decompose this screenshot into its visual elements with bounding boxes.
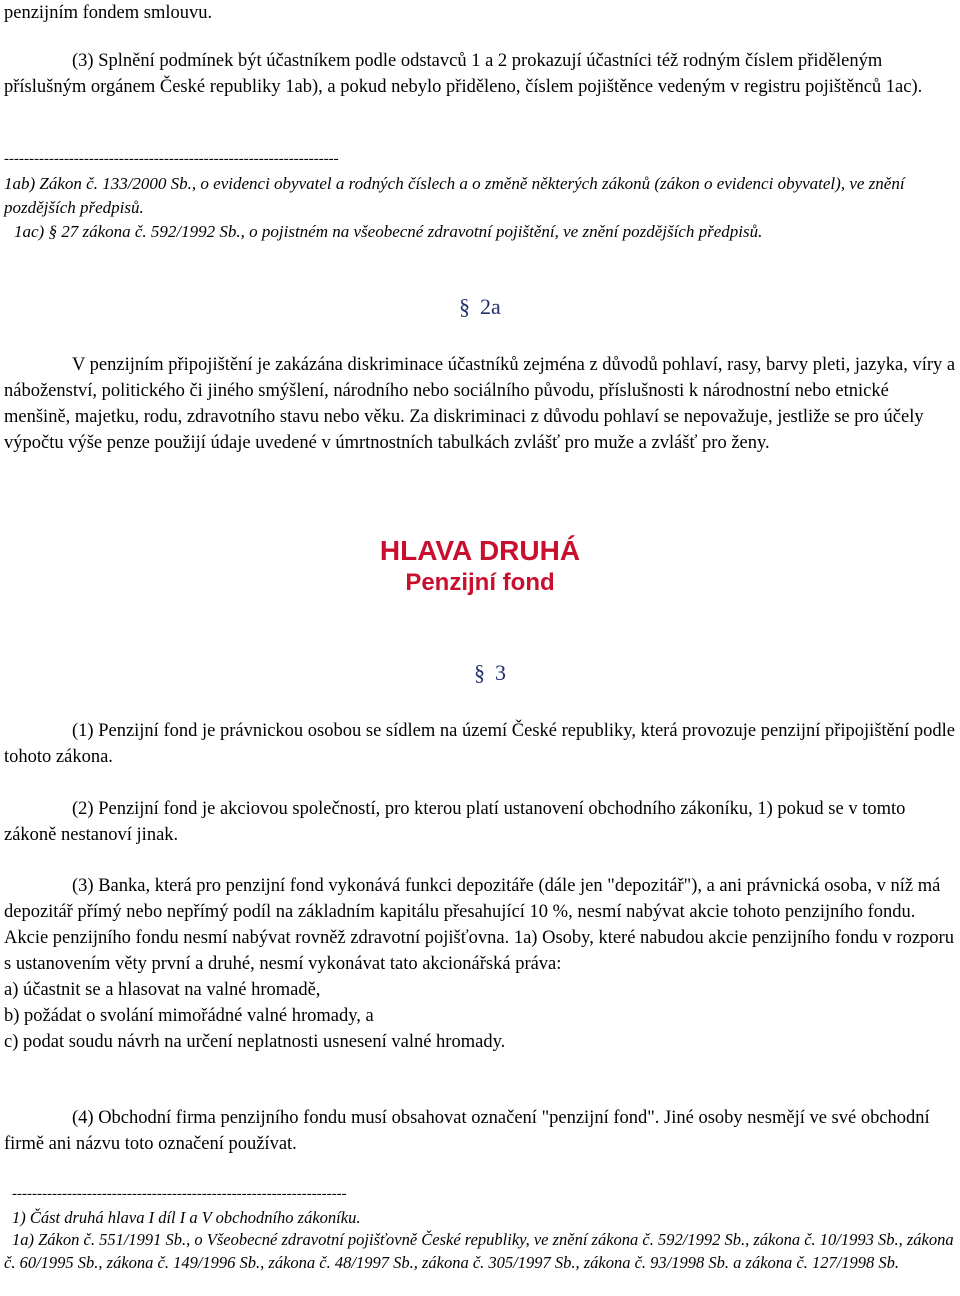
section-number: 3 [495,660,506,685]
paragraph-3-1: (1) Penzijní fond je právnickou osobou se sídlem na území České republiky, která provozuje penzijní připojištění podle tohoto zákona. [4,721,955,767]
section-2a-heading [459,294,501,320]
footnote-1a: 1a) Zákon č. 551/1991 Sb., o Všeobecné zdravotní pojišťovně České republiky, ve znění zákona č. 592/1992 Sb., zákona č. 10/1993 Sb., zákona č. 60/1995 Sb., zákona č. 149/1996 Sb., zákona č. 48/1997 Sb., zákona č. 305/1997 Sb., zákona č. 93/1998 Sb. a zákona č. 127/1998 Sb. [4,1230,954,1272]
footnote-1: 1) Část druhá hlava I díl I a V obchodního zákoníku. [12,1208,361,1227]
paragraph-3-4: (4) Obchodní firma penzijního fondu musí obsahovat označení "penzijní fond". Jiné osoby nesmějí ve své obchodní firmě ani názvu toto označení používat. [4,1108,930,1154]
section-number: 2a [480,294,501,319]
chapter-title: HLAVA DRUHÁ [379,535,581,566]
list-item-b: b) požádat o svolání mimořádné valné hromady, a [4,1006,374,1026]
paragraph-3-2: (2) Penzijní fond je akciovou společností, pro kterou platí ustanovení obchodního zákoníku, 1) pokud se v tomto zákoně nestanoví jinak. [4,799,906,845]
chapter-subtitle: Penzijní fond [405,569,555,596]
footnote-separator: ------------------------------------------------------------------- [4,151,339,167]
list-item-a: a) účastnit se a hlasovat na valné hromadě, [4,980,321,1000]
section-symbol: § [459,294,470,319]
paragraph-2a: V penzijním připojištění je zakázána diskriminace účastníků zejména z důvodů pohlaví, rasy, barvy pleti, jazyka, víry a náboženství, politického či jiného smýšlení, národního nebo sociálního původu, příslušnosti k národnostní nebo etnické menšině, majetku, rodu, zdravotního stavu nebo věku. Za diskriminaci z důvodu pohlaví se nepovažuje, jestliže se pro účely výpočtu výše penze použijí údaje uvedené v úmrtnostních tabulkách zvlášť pro muže a zvlášť pro ženy. [4,355,956,453]
footnote-separator: ------------------------------------------------------------------- [12,1186,347,1202]
list-item-c: c) podat soudu návrh na určení neplatnosti usnesení valné hromady. [4,1032,506,1052]
footnote-1ac: 1ac) § 27 zákona č. 592/1992 Sb., o pojistném na všeobecné zdravotní pojištění, ve znění pozdějších předpisů. [14,222,763,241]
paragraph-3: (3) Splnění podmínek být účastníkem podle odstavců 1 a 2 prokazují účastníci též rodným číslem přiděleným příslušným orgánem České republiky 1ab), a pokud nebylo přiděleno, číslem pojištěnce vedeným v registru pojištěnců 1ac). [4,51,923,97]
paragraph-continuation: penzijním fondem smlouvu. [4,3,213,23]
paragraph-3-3 [4,873,956,1055]
footnote-1ab: 1ab) Zákon č. 133/2000 Sb., o evidenci obyvatel a rodných číslech a o změně některých zákonů (zákon o evidenci obyvatel), ve znění pozdějších předpisů. [4,174,905,217]
section-3-heading [474,660,506,686]
paragraph-3-3-text: (3) Banka, která pro penzijní fond vykonává funkci depozitáře (dále jen "depozitář"), a ani právnická osoba, v níž má depozitář přímý nebo nepřímý podíl na základním kapitálu přesahující 10 %, nesmí nabývat akcie tohoto penzijního fondu. Akcie penzijního fondu nesmí nabývat rovněž zdravotní pojišťovna. 1a) Osoby, které nabudou akcie penzijního fondu v rozporu s ustanovením věty první a druhé, nesmí vykonávat tato akcionářská práva: [4,876,954,974]
section-symbol: § [474,660,485,685]
